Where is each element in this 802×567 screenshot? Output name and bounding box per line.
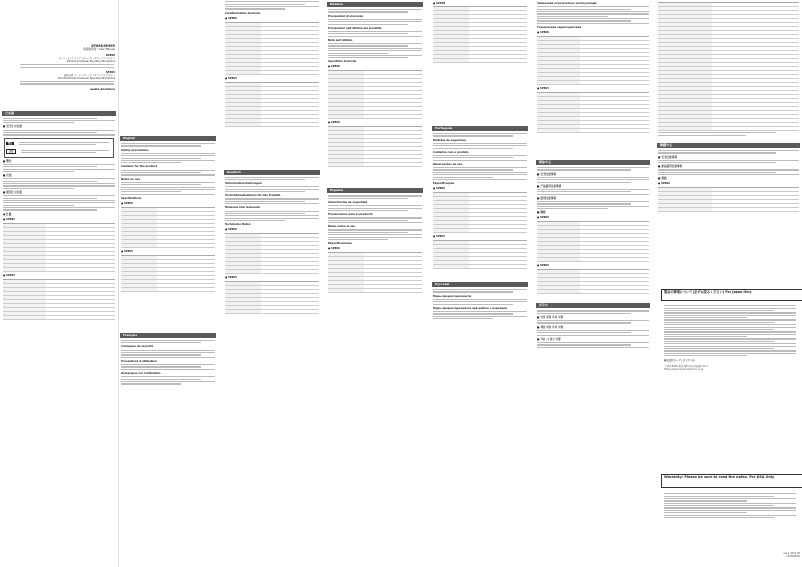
section-russian: Русский <box>432 282 528 287</box>
safety-heading: Safety precautions <box>121 148 149 152</box>
section-korean: 한국어 <box>536 303 650 308</box>
company-footer <box>661 492 799 519</box>
section-french: Français <box>120 333 216 338</box>
japan-notice-body <box>661 304 799 371</box>
manual-title: 取扱説明書 / User Manual <box>83 48 115 51</box>
column-italian-spanish: Italiano Precauzioni di sicurezza Precauzioni nell'utilizzo del prodotto Note sull'utilizzo Specifiche tecniche ● SP896 ● SP895 Español Advertencias de seguridad Precauciones para el producto Notas sobre el uso Especificaciones ● SP896 <box>325 0 425 567</box>
column-korean-traditional: 繁體中文 ■ 安全注意事項 ■ 產品使用注意事項 ■ 規格 ● SP896 <box>655 0 802 567</box>
brand-logo: audio-technica <box>90 86 115 91</box>
column-french-german: Caratteristiche tecniche ● SP896 ● SP895 Deutsch Sicherheitsvorkehrungen Vorsichtsmaßnahmen für das Produkt Hinweise zum Gebrauch Technische Daten ● SP896 ● SP895 <box>222 0 322 567</box>
spanish-spec-heading: Especificaciones <box>328 242 352 246</box>
part-number: 143380050 <box>786 555 800 558</box>
desc-jp-2: 無指向性 コンデンサーバウンダリーマイクロホン <box>64 73 115 77</box>
column-english-french: English Safety precautions Cautions for the product Notes on use Specifications ● SP896 ● SP895 Français Consignes de sécurité Précautions d'utilisation Remarques sur l'utilisation <box>118 0 218 567</box>
notes-heading: Notes on use <box>121 177 141 181</box>
version-code <box>760 552 800 558</box>
section-chinese-traditional: 繁體中文 <box>657 143 800 148</box>
model-sp896: SP896 <box>105 54 115 57</box>
usa-warranty-text: Warranty: Please be sure to read the notes. For USA Only <box>664 475 775 479</box>
usa-warranty-box <box>661 474 802 488</box>
company-name: 株式会社オーディオテクニカ <box>664 359 695 363</box>
warning-box <box>4 138 114 158</box>
section-italian: Italiano <box>327 2 423 7</box>
section-german: Deutsch <box>224 170 320 175</box>
model-sp895: SP895 <box>105 70 115 74</box>
section-japanese: 日本語 <box>2 111 116 116</box>
warning-label: 警告 <box>8 142 13 146</box>
section-chinese-simplified: 简体中文 <box>536 160 650 165</box>
cautions-heading: Cautions for the product <box>121 165 157 169</box>
jp-spec-heading: ● 仕様 <box>3 212 12 216</box>
japan-notice-text: 製品の修理について(必ずお読みください) For Japan Only <box>664 290 752 294</box>
section-portuguese: Português <box>432 126 528 131</box>
section-spanish: Español <box>327 188 423 193</box>
japan-notice-box <box>661 289 802 301</box>
column-spanish-portuguese-russian: ● SP895 Português Medidas de segurança Cuidados com o produto Observações de uso Especificações ● SP896 ● SP895 Русский Меры предосторожности Меры предосторожности при работе с изделием <box>430 0 530 567</box>
desc-en-2: Omnidirectional Condenser Boundary Microphone <box>57 76 115 80</box>
portuguese-spec-heading: Especificações <box>433 182 455 186</box>
company-web[interactable]: https://www.audio-technica.co.jp <box>664 368 704 372</box>
specs-heading: Specifications <box>121 196 142 200</box>
desc-jp-1: カーディオイドコンデンサーバウンダリーマイクロホン <box>58 57 115 60</box>
column-russian-chinese-korean: Замечания относительно эксплуатации Технические характеристики ● SP896 ● SP895 简体中文 ■ 安全注意事项 ■ 产品使用注意事项 ■ 使用注意事项 ■ 规格 ● SP896 ● SP895 한국어 ■ 안전 관련 주의 사항 ■ 제품 관련 주의 사항 ■ 사용 시 참고 사항 <box>534 0 652 567</box>
section-english: English <box>120 136 216 141</box>
desc-en-1: Cardioid Condenser Boundary Microphone <box>66 60 115 63</box>
version-label: ver.1 2022.05 <box>783 552 800 555</box>
column-japanese: SP896/SP895 取扱説明書 / User Manual SP896 カーディオイドコンデンサーバウンダリーマイクロホン Cardioid Condenser Boundary Microphone SP895 無指向性 コンデンサーバウンダリーマイクロホン Omnidirectional Condenser Boundary Microphone audio-technica 日本語 ■ 安全上の注意 警告 注意 ■ 警告 ■ 注意 ■ 使用上の注意 ● 仕様 ● SP896 ● SP895 <box>0 0 119 567</box>
caution-label: 注意 <box>6 149 16 154</box>
company-address: 〒194-8666 東京都町田市西成瀬2-46-1 <box>664 365 708 369</box>
french-spec-heading: Caratteristiche tecniche <box>225 11 261 15</box>
russian-spec-heading: Технические характеристики <box>537 26 582 29</box>
german-spec-heading: Technische Daten <box>225 223 251 227</box>
model-title: SP896/SP895 <box>91 44 115 48</box>
